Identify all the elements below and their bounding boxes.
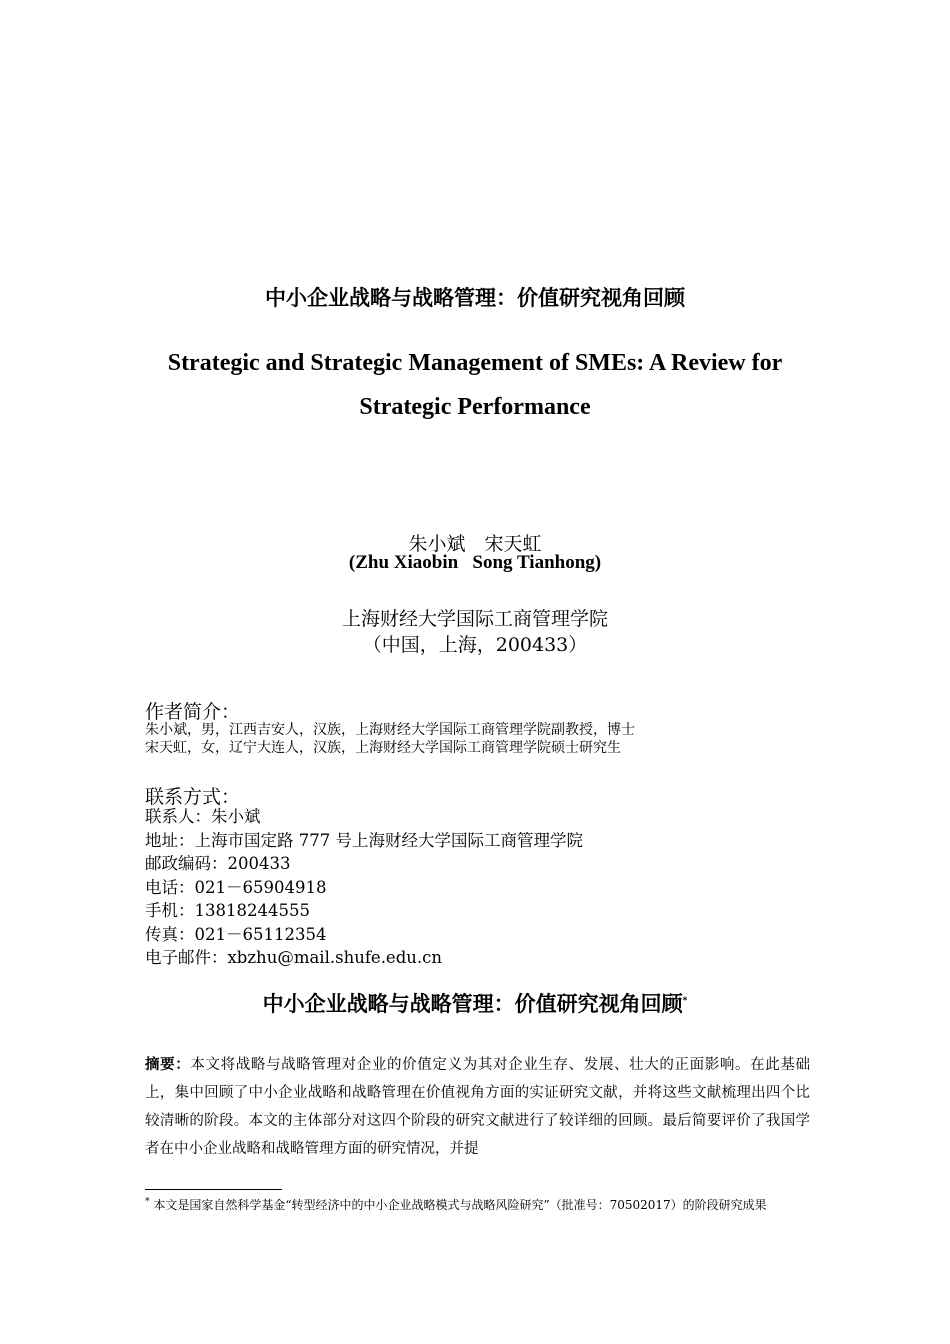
contact-address: 地址：上海市国定路 777 号上海财经大学国际工商管理学院 xyxy=(145,830,583,850)
author-names-en: (Zhu Xiaobin Song Tianhong) xyxy=(348,552,602,573)
abstract xyxy=(145,1051,810,1163)
footnote-marker: * xyxy=(682,996,688,1006)
contact-mobile: 手机：13818244555 xyxy=(145,901,310,920)
contact-email: 电子邮件：xbzhu@mail.shufe.edu.cn xyxy=(145,948,442,967)
footnote-rule xyxy=(145,1189,282,1190)
contact-fax: 传真：021－65112354 xyxy=(145,924,327,944)
author-names-cn: 朱小斌 宋天虹 xyxy=(408,533,542,555)
contact-heading: 联系方式： xyxy=(145,786,241,808)
paper-title-text: 中小企业战略与战略管理：价值研究视角回顾 xyxy=(262,992,683,1016)
affiliation: 上海财经大学国际工商管理学院 xyxy=(341,608,608,630)
contact-phone: 电话：021－65904918 xyxy=(145,877,327,897)
cover-title-en-line2: Strategic Performance xyxy=(359,394,591,420)
contact-block xyxy=(145,805,583,970)
contact-postcode: 邮政编码：200433 xyxy=(145,854,291,873)
footnote xyxy=(145,1196,805,1215)
footnote-mark: * xyxy=(145,1197,150,1207)
cover-title-en-line1: Strategic and Strategic Management of SMEs: A Review for xyxy=(167,350,783,376)
affiliation-location: （中国，上海，200433） xyxy=(362,634,588,656)
cover-title-cn: 中小企业战略与战略管理：价值研究视角回顾 xyxy=(265,286,685,310)
abstract-text: 本文将战略与战略管理对企业的价值定义为其对企业生存、发展、壮大的正面影响。在此基础上，集中回顾了中小企业战略和战略管理在价值视角方面的实证研究文献，并将这些文献梳理出四个比较清晰的阶段。本文的主体部分对这四个阶段的研究文献进行了较详细的回顾。最后简要评价了我国学者在中小企业战略和战略管理方面的研究情况，并提 xyxy=(145,1057,811,1157)
paper-title xyxy=(0,988,950,1018)
bio-heading: 作者简介： xyxy=(145,701,241,723)
abstract-label: 摘要： xyxy=(145,1057,191,1073)
bio-line: 朱小斌，男，江西吉安人，汉族，上海财经大学国际工商管理学院副教授，博士 xyxy=(145,722,635,738)
contact-person: 联系人：朱小斌 xyxy=(145,807,261,826)
bio-line: 宋天虹，女，辽宁大连人，汉族，上海财经大学国际工商管理学院硕士研究生 xyxy=(145,740,621,756)
footnote-text: 本文是国家自然科学基金“转型经济中的中小企业战略模式与战略风险研究”（批准号：70502017）的阶段研究成果 xyxy=(153,1198,767,1212)
